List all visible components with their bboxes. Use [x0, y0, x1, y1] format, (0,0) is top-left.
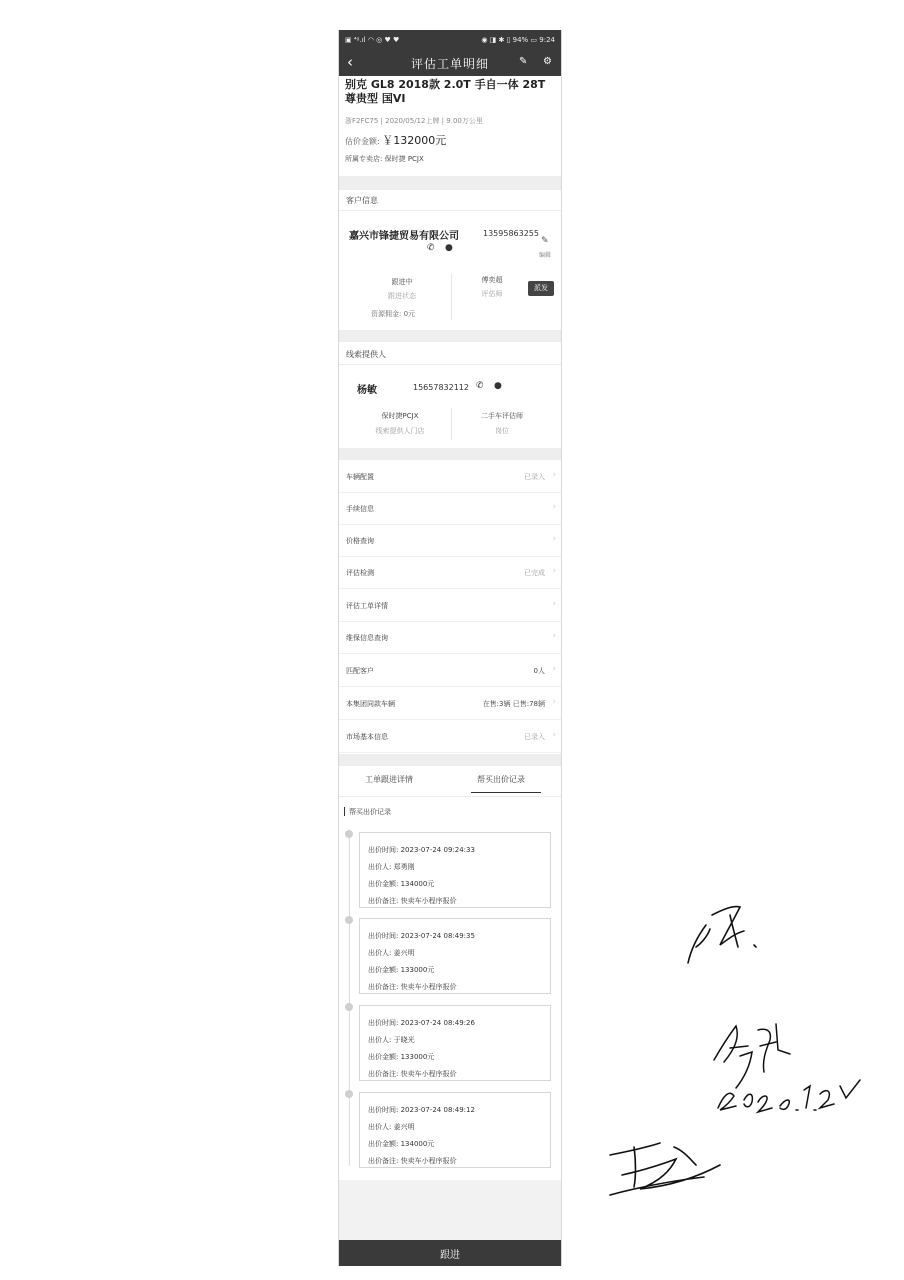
bid-note: 出价备注: 快卖车小程序报价	[368, 897, 457, 905]
lead-section-header: 线索提供人	[346, 350, 386, 359]
chevron-right-icon: ›	[552, 697, 556, 707]
menu-item-label: 评估工单详情	[346, 602, 388, 610]
chevron-right-icon: ›	[552, 631, 556, 641]
appraiser-value: 傅奕超	[481, 276, 503, 284]
menu-item-value: 已录入	[524, 733, 545, 741]
wechat-icon[interactable]: ●	[494, 381, 502, 391]
timeline-dot	[345, 1003, 353, 1011]
edit-icon[interactable]: ✎	[541, 236, 549, 246]
menu-item-label: 评估检测	[346, 569, 374, 577]
chevron-right-icon: ›	[552, 599, 556, 609]
vehicle-summary	[339, 76, 561, 164]
customer-phone: 13595863255	[483, 229, 539, 238]
chevron-right-icon: ›	[552, 470, 556, 480]
bid-time: 出价时间: 2023-07-24 08:49:12	[368, 1106, 475, 1114]
signature-2	[700, 1010, 870, 1120]
store-label: 所属专卖店:	[345, 155, 383, 163]
menu-item-price-query[interactable]	[339, 525, 561, 557]
chevron-right-icon: ›	[552, 730, 556, 740]
bid-note: 出价备注: 快卖车小程序报价	[368, 983, 457, 991]
phone-icon[interactable]: ✆	[476, 381, 484, 391]
chevron-right-icon: ›	[552, 534, 556, 544]
menu-item-group-vehicles[interactable]	[339, 688, 561, 720]
phone-screenshot	[338, 30, 562, 1266]
lead-phone: 15657832112	[413, 383, 469, 392]
divider	[339, 210, 561, 211]
status-bar	[339, 30, 561, 50]
menu-item-procedures[interactable]	[339, 493, 561, 525]
resource-fee: 资源佣金: 0元	[371, 310, 416, 318]
status-left-icons: ▣ ⁴ᵍ.ıl ◠ ◎ ♥ ♥	[345, 36, 400, 44]
tools-icon[interactable]: ✎	[519, 56, 528, 67]
bid-record-card	[359, 918, 551, 994]
bid-bidder: 出价人: 于晓光	[368, 1036, 415, 1044]
active-tab-indicator	[471, 792, 541, 793]
timeline-dot	[345, 916, 353, 924]
follow-status-label: 跟进状态	[388, 292, 416, 300]
records-header: 帮买出价记录	[349, 808, 391, 816]
menu-item-match-customers[interactable]	[339, 655, 561, 687]
lead-role-label: 岗位	[495, 427, 509, 435]
menu-item-label: 价格查询	[346, 537, 374, 545]
timeline-dot	[345, 1090, 353, 1098]
menu-item-value: 在售:3辆 已售:78辆	[482, 700, 545, 708]
tab-bid-records[interactable]: 帮买出价记录	[477, 775, 525, 784]
menu-item-label: 匹配客户	[346, 667, 374, 675]
menu-item-order-details[interactable]	[339, 590, 561, 622]
bid-bidder: 出价人: 姜兴明	[368, 949, 415, 957]
navbar	[339, 50, 561, 76]
menu-item-label: 本集团同款车辆	[346, 700, 395, 708]
lead-store-value: 保时捷PCJX	[381, 412, 419, 420]
timeline-line	[349, 830, 350, 1166]
back-icon[interactable]: ‹	[347, 53, 353, 71]
bid-time: 出价时间: 2023-07-24 08:49:35	[368, 932, 475, 940]
bid-amount: 出价金额: 134000元	[368, 880, 435, 888]
bid-amount: 出价金额: 134000元	[368, 1140, 435, 1148]
divider	[339, 796, 561, 797]
menu-item-vehicle-config[interactable]	[339, 461, 561, 493]
bid-bidder: 出价人: 姜兴明	[368, 1123, 415, 1131]
menu-item-value: 0人	[533, 667, 545, 675]
bid-amount: 出价金额: 133000元	[368, 966, 435, 974]
bid-note: 出价备注: 快卖车小程序报价	[368, 1070, 457, 1078]
bottom-spacer	[339, 1180, 561, 1240]
customer-name: 嘉兴市锋捷贸易有限公司	[349, 231, 459, 242]
section-marker	[344, 807, 345, 816]
follow-status-value: 跟进中	[391, 278, 413, 286]
menu-item-value: 已完成	[524, 569, 545, 577]
lead-role-value: 二手车评估师	[481, 412, 523, 420]
bid-record-card	[359, 1005, 551, 1081]
chevron-right-icon: ›	[552, 502, 556, 512]
menu-item-maintenance[interactable]	[339, 622, 561, 654]
section-separator	[339, 448, 561, 460]
bid-bidder: 出价人: 郑勇刚	[368, 863, 415, 871]
menu-item-label: 维保信息查询	[346, 634, 388, 642]
bid-record-card	[359, 1092, 551, 1168]
tab-bar	[339, 768, 561, 794]
price-value: ￥132000元	[382, 134, 447, 147]
customer-section-header: 客户信息	[346, 196, 378, 205]
price-label: 估价金额:	[345, 137, 380, 146]
bid-record-card	[359, 832, 551, 908]
chevron-right-icon: ›	[552, 664, 556, 674]
section-separator	[339, 754, 561, 766]
bid-note: 出价备注: 快卖车小程序报价	[368, 1157, 457, 1165]
dispatch-button[interactable]: 派发	[528, 281, 554, 296]
settings-icon[interactable]: ⚙	[543, 56, 552, 67]
appraiser-label: 评估师	[481, 290, 503, 298]
menu-item-value: 已录入	[524, 473, 545, 481]
chevron-right-icon: ›	[552, 566, 556, 576]
vehicle-meta: 浙F2FC75 | 2020/05/12上牌 | 9.00万公里	[345, 117, 483, 125]
divider	[339, 364, 561, 365]
timeline-dot	[345, 830, 353, 838]
signature-3	[600, 1125, 740, 1205]
edit-label[interactable]: 编辑	[539, 252, 552, 259]
section-separator	[339, 176, 561, 190]
store-value: 保时捷 PCJX	[384, 155, 424, 163]
signature-1	[680, 885, 770, 975]
menu-item-label: 车辆配置	[346, 473, 374, 481]
follow-button[interactable]: 跟进	[339, 1240, 561, 1266]
menu-item-inspection[interactable]	[339, 557, 561, 589]
page-title: 评估工单明细	[410, 56, 489, 71]
bid-amount: 出价金额: 133000元	[368, 1053, 435, 1061]
menu-item-label: 市场基本信息	[346, 733, 388, 741]
status-right-info: ◉ ◨ ✱ ▯ 94% ▭ 9:24	[481, 36, 555, 44]
bid-time: 出价时间: 2023-07-24 09:24:33	[368, 846, 475, 854]
bid-time: 出价时间: 2023-07-24 08:49:26	[368, 1019, 475, 1027]
lead-store-label: 线索提供人门店	[375, 427, 425, 435]
menu-item-label: 手续信息	[346, 505, 374, 513]
wechat-icon[interactable]: ●	[445, 243, 453, 253]
section-separator	[339, 330, 561, 342]
tab-follow-details[interactable]: 工单跟进详情	[365, 775, 413, 784]
phone-icon[interactable]: ✆	[427, 243, 435, 253]
menu-item-market-info[interactable]	[339, 721, 561, 753]
lead-name: 杨敏	[357, 385, 377, 396]
stat-divider	[451, 408, 452, 440]
vehicle-title: 别克 GL8 2018款 2.0T 手自一体 28T 尊贵型 国VI	[345, 78, 546, 105]
